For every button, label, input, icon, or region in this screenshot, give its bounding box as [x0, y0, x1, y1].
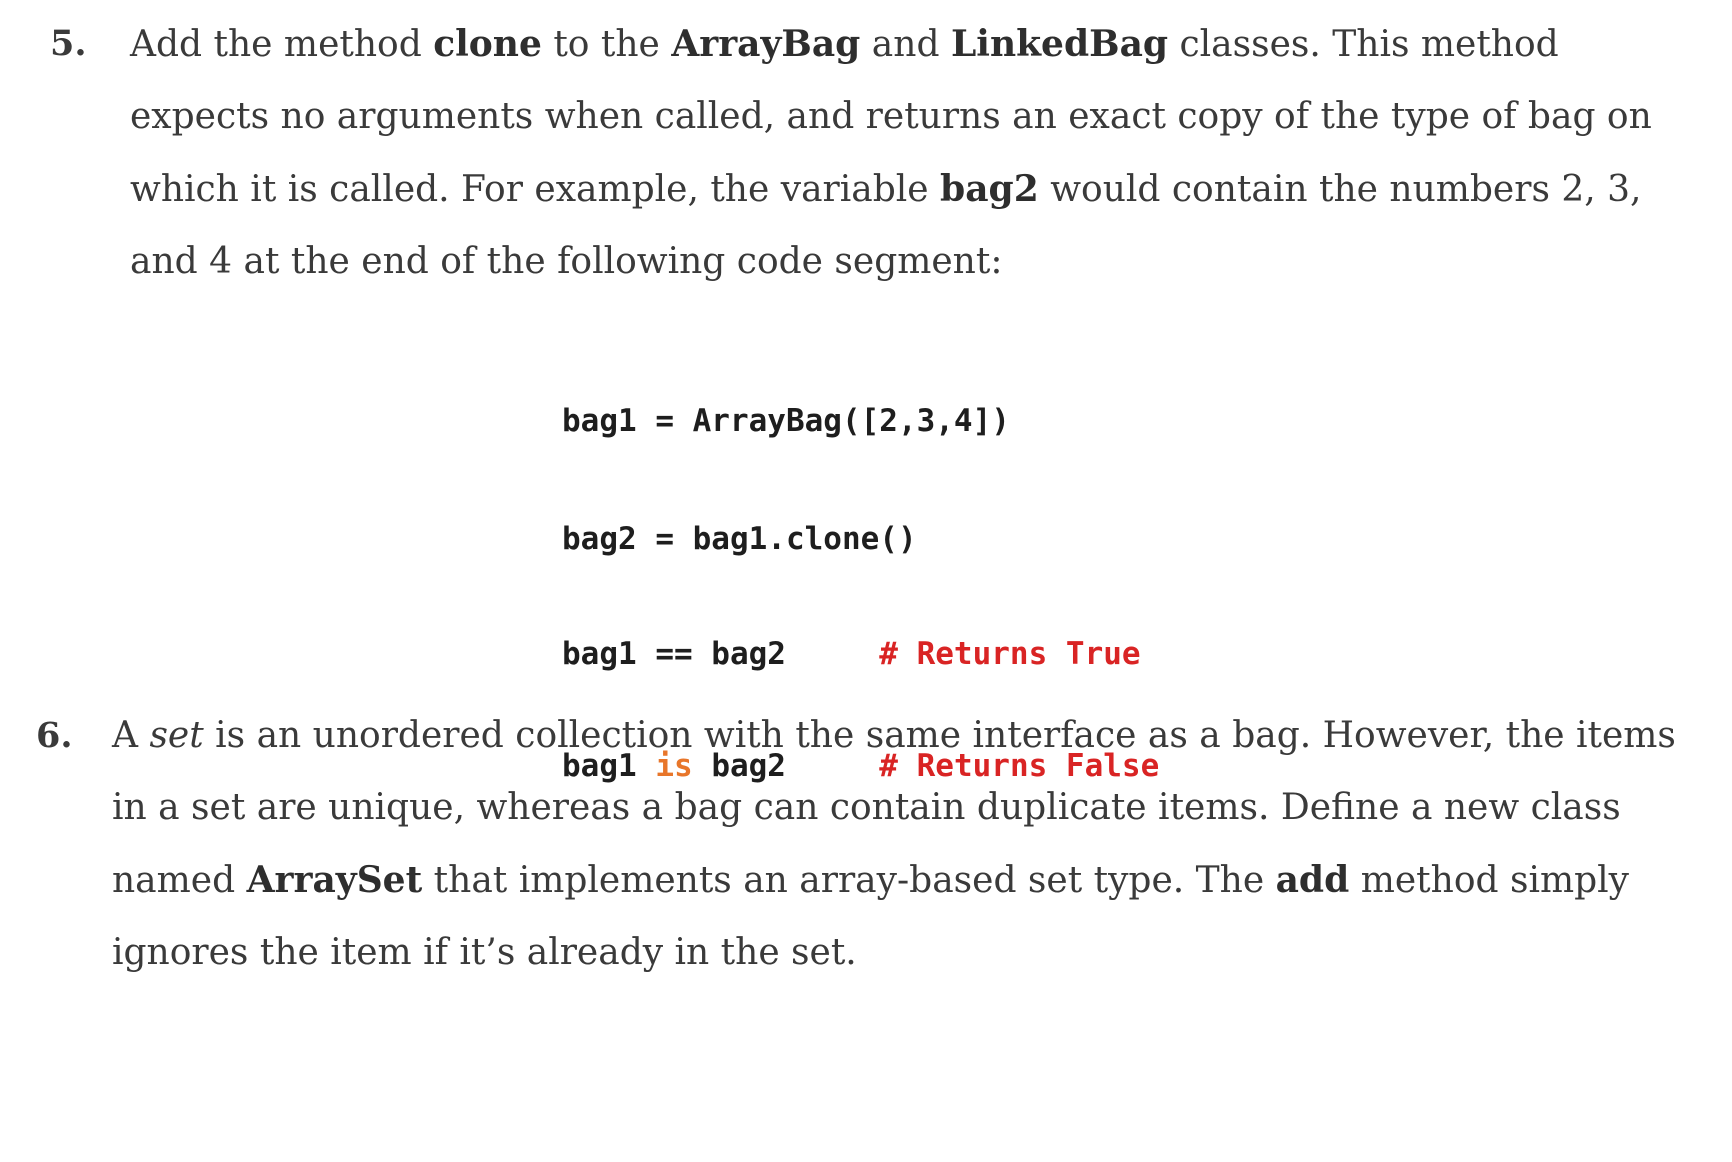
code-line: bag2 = bag1.clone()	[562, 521, 917, 557]
code-line	[562, 634, 1159, 674]
problem-text	[130, 8, 1690, 298]
variable-name-bag2: bag2	[940, 168, 1039, 210]
method-name-add: add	[1275, 859, 1350, 901]
text-run: to the	[541, 24, 672, 65]
code-line: bag1 = ArrayBag([2,3,4])	[562, 403, 1010, 439]
term-set: set	[149, 715, 204, 756]
text-run: method simply ignores the item if it’s already in the set.	[112, 860, 1630, 973]
code-keyword: is	[655, 748, 693, 784]
text-run: is an unordered collection with the same interface as a bag. However, the items in a set are unique, whereas a bag can contain duplicate items. Define a new class named	[112, 715, 1676, 901]
text-run: Add the method	[130, 24, 434, 65]
class-name-arraybag: ArrayBag	[671, 23, 861, 65]
method-name-clone: clone	[433, 23, 542, 65]
class-name-arrayset: ArraySet	[246, 859, 423, 901]
code-comment: # Returns True	[879, 636, 1141, 672]
text-run: classes. This method expects no arguments when called, and returns an exact copy of the type of bag on which it is called. For example, the variable	[130, 24, 1652, 210]
code-text: bag2	[692, 748, 880, 784]
code-comment: # Returns False	[879, 748, 1160, 784]
class-name-linkedbag: LinkedBag	[950, 23, 1169, 65]
problem-number: 5.	[50, 23, 87, 64]
code-text: bag1	[562, 748, 656, 784]
text-run: A	[112, 715, 150, 756]
text-run: and	[860, 24, 951, 65]
problem-number: 6.	[36, 715, 73, 756]
text-run: would contain the numbers 2, 3, and 4 at the end of the following code segment:	[130, 169, 1642, 282]
problem-text	[112, 700, 1692, 989]
text-run: that implements an array-based set type. The	[422, 860, 1276, 901]
code-text: bag1 == bag2	[562, 636, 880, 672]
